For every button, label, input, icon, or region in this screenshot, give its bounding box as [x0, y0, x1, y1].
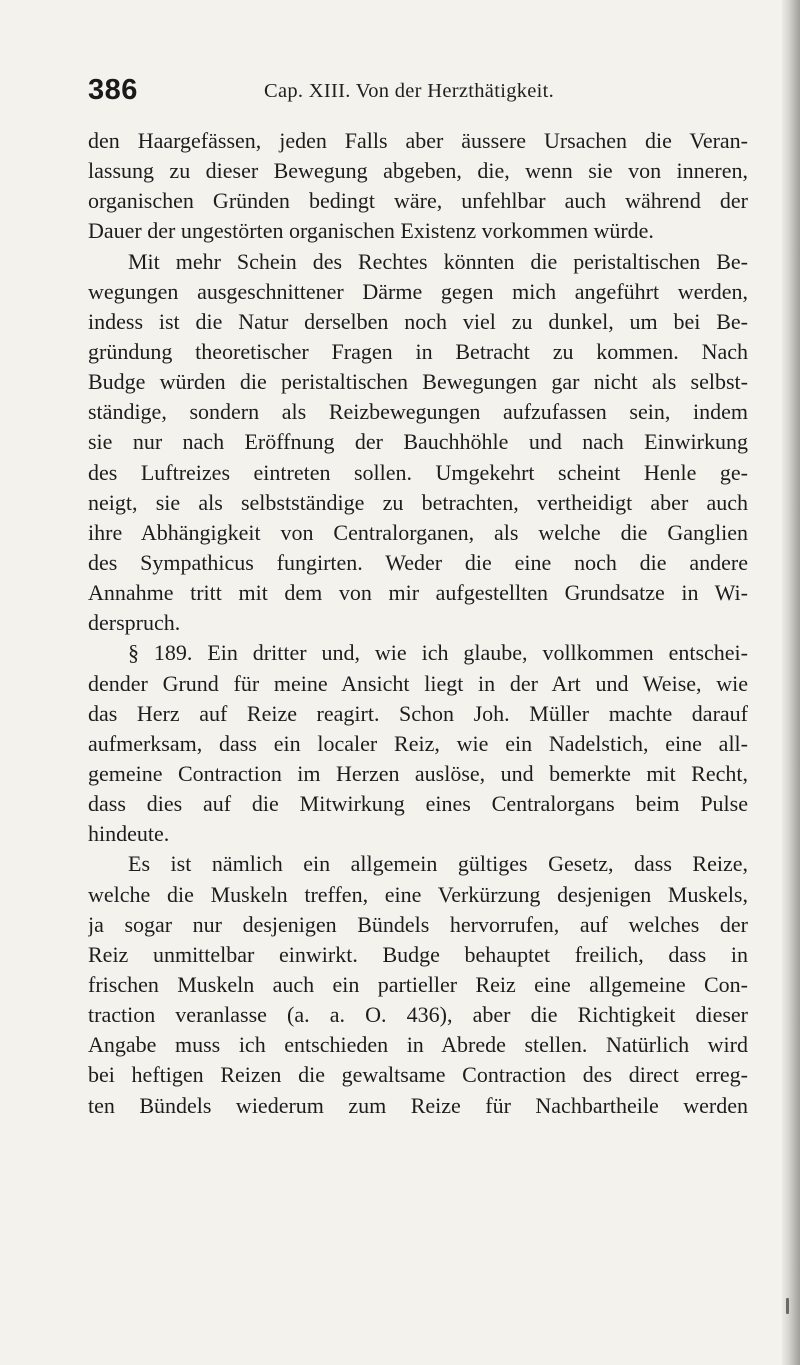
paragraph-4: [88, 849, 748, 1120]
text-line: gründung theoretischer Fragen in Betracht zu kommen. Nach: [88, 338, 748, 364]
text-line: neigt, sie als selbstständige zu betrachten, vertheidigt aber auch: [88, 489, 748, 515]
text-line: hindeute.: [88, 821, 170, 847]
text-line: ihre Abhängigkeit von Centralorganen, als welche die Ganglien: [88, 519, 748, 545]
text-line: Reiz unmittelbar einwirkt. Budge behauptet freilich, dass in: [88, 941, 748, 967]
body-text: [88, 126, 748, 1121]
text-line: derspruch.: [88, 610, 181, 636]
page-header: [88, 74, 748, 114]
text-line: indess ist die Natur derselben noch viel zu dunkel, um bei Be-: [88, 308, 748, 334]
text-line: das Herz auf Reize reagirt. Schon Joh. Müller machte darauf: [88, 700, 748, 726]
paragraph-3: [88, 638, 748, 849]
text-line: Es ist nämlich ein allgemein gültiges Gesetz, dass Reize,: [128, 851, 748, 877]
text-line: wegungen ausgeschnittener Därme gegen mich angeführt werden,: [88, 278, 748, 304]
page-number: 386: [88, 74, 138, 106]
running-head: Cap. XIII. Von der Herzthätigkeit.: [264, 80, 555, 102]
text-line: dass dies auf die Mitwirkung eines Centralorgans beim Pulse: [88, 791, 748, 817]
text-line: organischen Gründen bedingt wäre, unfehlbar auch während der: [88, 188, 748, 214]
text-line: bei heftigen Reizen die gewaltsame Contraction des direct erreg-: [88, 1062, 748, 1088]
paragraph-2: [88, 247, 748, 639]
text-line: den Haargefässen, jeden Falls aber äussere Ursachen die Veran-: [88, 128, 748, 153]
text-line: Budge würden die peristaltischen Bewegungen gar nicht als selbst-: [88, 369, 748, 395]
text-line: des Sympathicus fungirten. Weder die eine noch die andere: [88, 549, 748, 575]
text-line: § 189. Ein dritter und, wie ich glaube, vollkommen entschei-: [128, 640, 748, 666]
text-line: lassung zu dieser Bewegung abgeben, die, wenn sie von inneren,: [88, 158, 748, 184]
text-line: frischen Muskeln auch ein partieller Reiz eine allgemeine Con-: [88, 971, 748, 997]
text-line: Mit mehr Schein des Rechtes könnten die peristaltischen Be-: [128, 248, 748, 274]
text-line: Annahme tritt mit dem von mir aufgestellten Grundsatze in Wi-: [88, 580, 748, 606]
page-edge-shadow: [782, 0, 800, 1365]
text-line: aufmerksam, dass ein localer Reiz, wie ein Nadelstich, eine all-: [88, 730, 748, 756]
text-line: dender Grund für meine Ansicht liegt in der Art und Weise, wie: [88, 670, 748, 696]
text-line: sie nur nach Eröffnung der Bauchhöhle und nach Einwirkung: [88, 429, 748, 455]
text-line: Dauer der ungestörten organischen Existenz vorkommen würde.: [88, 218, 654, 244]
text-line: Angabe muss ich entschieden in Abrede stellen. Natürlich wird: [88, 1032, 748, 1058]
paragraph-1: [88, 126, 748, 247]
text-line: welche die Muskeln treffen, eine Verkürzung desjenigen Muskels,: [88, 881, 748, 907]
text-line: ja sogar nur desjenigen Bündels hervorrufen, auf welches der: [88, 911, 748, 937]
edge-mark: [786, 1298, 789, 1314]
text-line: ten Bündels wiederum zum Reize für Nachbartheile werden: [88, 1092, 748, 1118]
text-line: ständige, sondern als Reizbewegungen aufzufassen sein, indem: [88, 399, 748, 425]
text-line: traction veranlasse (a. a. O. 436), aber die Richtigkeit dieser: [88, 1002, 748, 1028]
text-line: des Luftreizes eintreten sollen. Umgekehrt scheint Henle ge-: [88, 459, 748, 485]
text-line: gemeine Contraction im Herzen auslöse, und bemerkte mit Recht,: [88, 760, 748, 786]
